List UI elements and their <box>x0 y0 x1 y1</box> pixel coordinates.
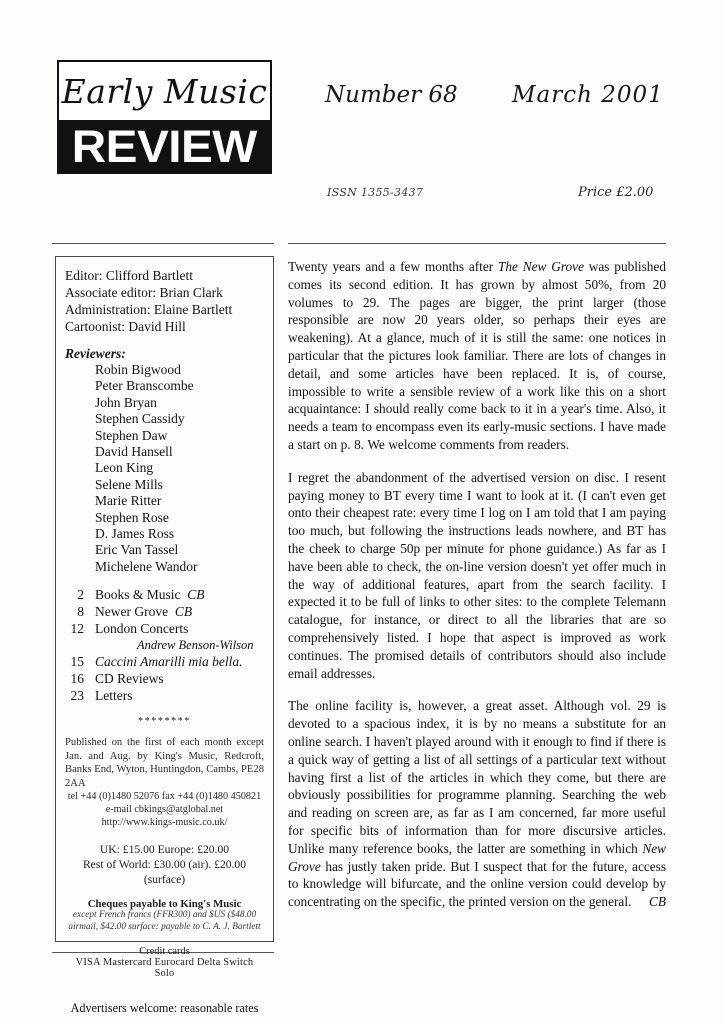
publication-address: Published on the first of each month except Jan. and Aug. by King's Music, Redcroft, Banks End, Wyton, Huntingdon, Cambs, PE28 2AA <box>65 737 264 789</box>
article-text: was published comes its second edition. It has grown by almost 50%, from 20 volumes to 29. The pages are bigger, the print larger (those responsible are now 20 years older, so perhaps their eyes are weakening). At a glance, much of it is still the same: one notices in particular that the pictures look familiar. There are lots of changes in detail, and some articles have been replaced. It is, of course, impossible to write a sensible review of a work like this on a short acquaintance: I should really come back to it in a year's time. Also, it needs a team to encompass even its early-music sections. I have made a start on p. 8. We welcome comments from readers. <box>288 259 667 452</box>
list-item: Peter Branscombe <box>95 378 194 394</box>
staff-editor: Editor: Clifford Bartlett <box>65 268 193 283</box>
rates-line-rest-of-world: Rest of World: £30.00 (air). £20.00 (surface) <box>82 857 247 886</box>
list-item: David Hansell <box>95 444 173 460</box>
contents-page-number: 8 <box>77 604 84 620</box>
cover-price: Price £2.00 <box>578 185 654 200</box>
article-text: I regret the abandonment of the advertised version on disc. I resent paying money to BT every time I want to look at it. (I can't even get onto their cheapest rate: every time I log on I am told that I am paying too much, but following the instructions leads nowhere, and BT has the cheek to charge 50p per minute for phone guidance.) As far as I have been able to check, the on-line version doesn't yet offer much in the way of additional features, apart from the search facility. I expected it to be full of links to other sites: to the complete Telemann catalogue, for instance, or direct to all the libraries that are so comprehensively listed. I hope that aspect is improved as work continues. The promised details of contributors should also include email addresses. <box>288 469 666 681</box>
publication-telephone: tel +44 (0)1480 52076 fax +44 (0)1480 450821 <box>67 790 262 802</box>
contents-initials: CB <box>174 604 193 620</box>
cheques-note-line-2: airmail, $42.00 surface: payable to C. A. J. Bartlett <box>68 921 261 932</box>
list-item: D. James Ross <box>95 526 175 542</box>
article-text: The online facility is, however, a great asset. Although vol. 29 is devoted to a spacious index, it is by no means a substitute for an online search. I haven't played around with it enough to find if there is a quick way of getting a list of all settings of a particular text without having first a list of the articles in which they come, but there are obviously possibilities for programme planning. Searching the web and reading on screen are, as far as I am concerned, far more useful for specific bits of information than for more discursive articles. Unlike many reference books, the latter are something in which <box>288 698 666 856</box>
contents-title: Books & Music CB <box>95 587 205 603</box>
contents-page-number: 23 <box>70 688 84 704</box>
contents-page-number: 16 <box>70 671 84 687</box>
issn-code: ISSN 1355-3437 <box>327 186 424 199</box>
publication-title-early-music: Early Music <box>61 71 268 111</box>
article-paragraph <box>288 469 666 683</box>
cheques-heading: Cheques payable to King's Music <box>87 897 242 910</box>
credit-cards-heading: Credit cards <box>139 946 190 958</box>
reviewers-list <box>65 362 264 575</box>
table-row <box>65 586 264 603</box>
list-item: Eric Van Tassel <box>95 542 179 558</box>
table-row <box>65 687 264 704</box>
header-rule-right <box>288 243 666 244</box>
section-divider-stars: ******** <box>138 716 191 728</box>
staff-cartoonist: Cartoonist: David Hill <box>65 319 186 334</box>
table-row <box>65 670 264 687</box>
contents-page-number: 12 <box>70 621 84 637</box>
list-item: Stephen Rose <box>95 509 169 525</box>
masthead-logo <box>57 60 272 174</box>
issue-number: Number 68 <box>325 82 458 108</box>
cheques-note-line-1: except French francs (FFR300) and $US ($48.00 <box>72 909 257 920</box>
contents-title: Newer Grove CB <box>95 604 193 620</box>
list-item: Leon King <box>95 460 154 476</box>
contents-page-number: 2 <box>77 587 84 603</box>
list-item: Michelene Wandor <box>95 558 198 574</box>
staff-list <box>65 267 264 335</box>
editorial-article <box>288 258 666 926</box>
subscription-rates <box>65 842 264 887</box>
list-item: Robin Bigwood <box>95 362 181 377</box>
masthead-logo-lower <box>57 120 272 174</box>
article-paragraph <box>288 258 666 454</box>
contents-subtitle-author: Andrew Benson-Wilson <box>137 638 254 653</box>
contents-title: Letters <box>95 688 133 704</box>
staff-associate-editor: Associate editor: Brian Clark <box>65 285 223 300</box>
staff-administration: Administration: Elaine Bartlett <box>65 302 233 317</box>
contents-title: London Concerts <box>95 621 189 637</box>
masthead-logo-upper <box>57 60 272 120</box>
publication-website: http://www.kings-music.co.uk/ <box>101 816 228 828</box>
work-title-italic: New Grove <box>288 840 666 874</box>
contents-initials: CB <box>187 587 205 603</box>
issue-date: March 2001 <box>512 82 664 108</box>
advertisers-notice: Advertisers welcome: reasonable rates <box>70 1001 259 1016</box>
publication-email: e-mail cbkings@atglobal.net <box>105 803 224 815</box>
article-paragraph <box>288 697 666 911</box>
publication-title-review: REVIEW <box>71 120 258 172</box>
reviewers-heading: Reviewers: <box>65 346 126 361</box>
table-of-contents <box>65 586 264 704</box>
rates-line-uk-europe: UK: £15.00 Europe: £20.00 <box>99 842 230 856</box>
contents-title: Caccini Amarilli mia bella. <box>95 654 243 670</box>
header-rule-left <box>52 243 274 244</box>
list-item: Marie Ritter <box>95 493 162 509</box>
table-row <box>65 603 264 620</box>
contents-page-number: 15 <box>70 654 84 670</box>
table-row <box>65 620 264 637</box>
article-text: has justly taken pride. But I suspect that for the future, access to knowledge will bifurcate, and the online version could develop by concentrating on the specific, the printed version on the general. <box>288 858 666 910</box>
article-text: Twenty years and a few months after <box>288 259 499 274</box>
contents-title: CD Reviews <box>95 671 164 687</box>
list-item: Selene Mills <box>95 476 163 492</box>
work-title-italic: The New Grove <box>498 259 584 274</box>
list-item: Stephen Cassidy <box>95 411 185 427</box>
list-item: Stephen Daw <box>95 427 168 443</box>
table-row <box>65 653 264 670</box>
sidebar-info-box <box>55 256 274 1016</box>
article-byline: CB <box>649 894 666 910</box>
credit-cards-list: VISA Mastercard Eurocard Delta Switch Solo <box>75 957 254 980</box>
list-item: John Bryan <box>95 394 157 410</box>
